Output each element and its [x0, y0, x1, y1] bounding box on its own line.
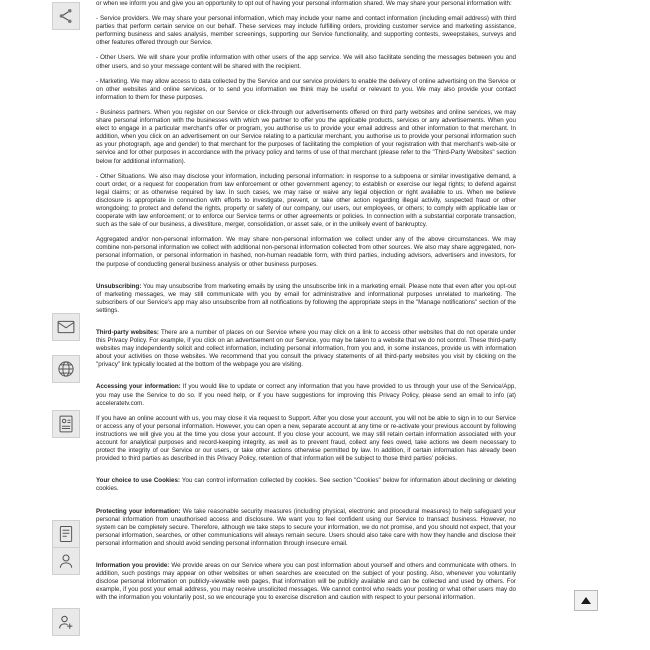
section-heading: Protecting your information:: [96, 507, 181, 515]
paragraph: [96, 173, 516, 230]
paragraph-text: You may unsubscribe from marketing emails by using the unsubscribe link in a marketing email. Please note that even after you opt-out of marketing messages, we may still communicate with you by email for administrative and informational purposes unrelated to marketing. The subscribers of our Service's app may also unsubscribe from all notifications by following the appropriate steps in the "Manage notifications" section of the settings.: [96, 282, 516, 314]
paragraph-text: You can control information collected by cookies. See section "Cookies" below for information about declining or deleting cookies.: [96, 477, 516, 493]
paragraph-text: or when we inform you and give you an opportunity to opt out of having your personal information shared. We may share your personal information with:: [96, 0, 512, 7]
scroll-to-top-button[interactable]: [574, 590, 598, 611]
section-your-choice-to-use-cookies: [96, 477, 516, 493]
paragraph-text: We provide areas on our Service where you can post information about yourself and others and communicate with others. In addition, such postings may appear on other websites or when searches are executed on the subject of your posting. Also, whenever you voluntarily disclose personal information on publicly-viewable web pages, that information will be publicly available and can be collected and used by others. For example, if you post your email address, you may receive unsolicited messages. We cannot control who reads your posting or what other users may do with the information you voluntarily post, so we encourage you to exercise discretion and caution with respect to your personal information.: [96, 561, 516, 602]
paragraph: [96, 0, 516, 8]
section-information-you-provide: [96, 562, 516, 602]
paragraph-text: Aggregated and/or non-personal information. We may share non-personal information we collect under any of the above circumstances. We may combine non-personal information we collect with additional non-personal information collected from other sources. We also may share aggregated, non-personal information, or personal information in hashed, non-human readable form, with third parties, including advisors, advertisers and investors, for the purpose of conducting general business analysis or other business purposes.: [96, 236, 516, 268]
paragraph: [96, 54, 516, 70]
privacy-policy-text: [96, 0, 516, 602]
envelope-icon: [52, 313, 80, 341]
section-accessing-your-information: [96, 383, 516, 407]
section-heading: Unsubscribing:: [96, 282, 142, 290]
paragraph-text: We take reasonable security measures (including physical, electronic and procedural measures) to help safeguard your personal information from unauthorised access and disclosure. We want you to feel confident using our Service to transact business. However, no system can be completely secure. Therefore, although we take steps to secure your information, we do not promise, and you should not expect, that your personal information, searches, or other communications will always remain secure. Users should also take care with how they handle and disclose their personal information and should avoid sending personal information through insecure email.: [96, 507, 516, 547]
paragraph-text: - Business partners. When you register on our Service or click-through our advertisements offered on third party websites and online services, we may share personal information with the businesses with which we partner to offer you the applicable products, services or any advertisements. When you elect to engage in a particular merchant's offer or program, you authorise us to provide your email address and other information to that merchant. In addition, when you click on an advertisement on our Service relating to a particular merchant, you authorise us to provide your personal information such as your photograph, age and gender) to that merchant for the purposes of facilitating the completion of your registration with that merchant's web-site or service and for other purposes in accordance with the privacy policy and terms of use of that merchant (please refer to the "Third-Party Websites" section below for additional information).: [96, 108, 516, 165]
paragraph: [96, 236, 516, 268]
share-network-icon: [52, 2, 80, 30]
paragraph: [96, 15, 516, 47]
paragraph: [96, 78, 516, 102]
paragraph-text: There are a number of places on our Service where you may click on a link to access other websites that do not operate under this Privacy Policy. For example, if you click on an advertisement on our Service, you may be taken to a website that we do not control. These third-party websites may independently solicit and collect information, including personal information, from you and, in some instances, provide us with information about your activities on those websites. We recommend that you consult the privacy statements of all third-party websites you visit by clicking on the "privacy" link typically located at the bottom of the webpage you are visiting.: [96, 329, 516, 369]
paragraph: [96, 415, 516, 464]
id-card-icon: [52, 410, 80, 438]
cookie-document-icon: [52, 520, 80, 548]
paragraph-text: - Marketing. We may allow access to data collected by the Service and our service providers to enable the delivery of online advertising on the Service or on other websites and online services, or to send you information we think may be useful or relevant to you. We may also provide your contact information to them for these purposes.: [96, 77, 516, 101]
triangle-up-icon: [581, 597, 591, 604]
user-post-icon: [52, 608, 80, 636]
paragraph-text: If you have an online account with us, you may close it via request to Support. After you close your account, you will not be able to sign in to our Service or access any of your personal information. However, you can open a new, separate account at any time or re-activate your previous account by following instructions we will give you at the time you close your account. If you close your account, we may still retain certain information associated with your account for analytical purposes and record-keeping integrity, as well as to prevent fraud, collect any fees owed, take actions we deem necessary to protect the integrity of our Service or our users, or take other actions otherwise permitted by law. In addition, if certain information has already been provided to third parties as described in this Privacy Policy, retention of that information will be subject to those third parties' policies.: [96, 414, 516, 463]
globe-icon: [52, 355, 80, 383]
paragraph: [96, 109, 516, 166]
user-profile-icon: [52, 547, 80, 575]
paragraph-text: - Other Situations. We also may disclose your information, including personal information: in response to a subpoena or similar investigative demand, a court order, or a request for cooperation from law enforcement or other government agency; to establish or exercise our legal rights; to defend against legal claims; or as otherwise required by law. In such cases, we may raise or waive any legal objection or right available to us. When we believe disclosure is appropriate in connection with efforts to investigate, prevent, or take other action regarding illegal activity, suspected fraud or other wrongdoing; to protect and defend the rights, property or safety of our company, our users, our employees, or others; to comply with applicable law or cooperate with law enforcement; or to enforce our Service terms or other agreements or policies. In connection with a substantial corporate transaction, such as the sale of our business, a divestiture, merger, consolidation, or asset sale, or in the unlikely event of bankruptcy.: [96, 172, 516, 229]
paragraph-text: If you would like to update or correct any information that you have provided to us through your use of the Service/App, you may use the Service to do so. If you need help, or if you have suggestions for improving this Privacy Policy, please send an email to info (at) acceleratetv.com.: [96, 383, 516, 407]
section-protecting-your-information: [96, 508, 516, 548]
section-heading: Your choice to use Cookies:: [96, 477, 180, 485]
section-heading: Information you provide:: [96, 561, 170, 569]
paragraph-text: - Other Users. We will share your profile information with other users of the app service. We will also facilitate sending the messages between you and other users, and so your message content will be shared with the recipient.: [96, 54, 516, 70]
paragraph-text: - Service providers. We may share your personal information, which may include your name and contact information (including email address) with third parties that perform certain service on our behalf. These services may include fulfilling orders, providing customer service and marketing assistance, performing business and sales analysis, member screenings, supporting our Service functionality, and supporting contests, sweepstakes, surveys and other features offered through our Service.: [96, 15, 516, 47]
section-heading: Third-party websites:: [96, 329, 159, 336]
section-third-party-websites: [96, 329, 516, 369]
section-heading: Accessing your information:: [96, 383, 181, 391]
section-unsubscribing: [96, 283, 516, 315]
